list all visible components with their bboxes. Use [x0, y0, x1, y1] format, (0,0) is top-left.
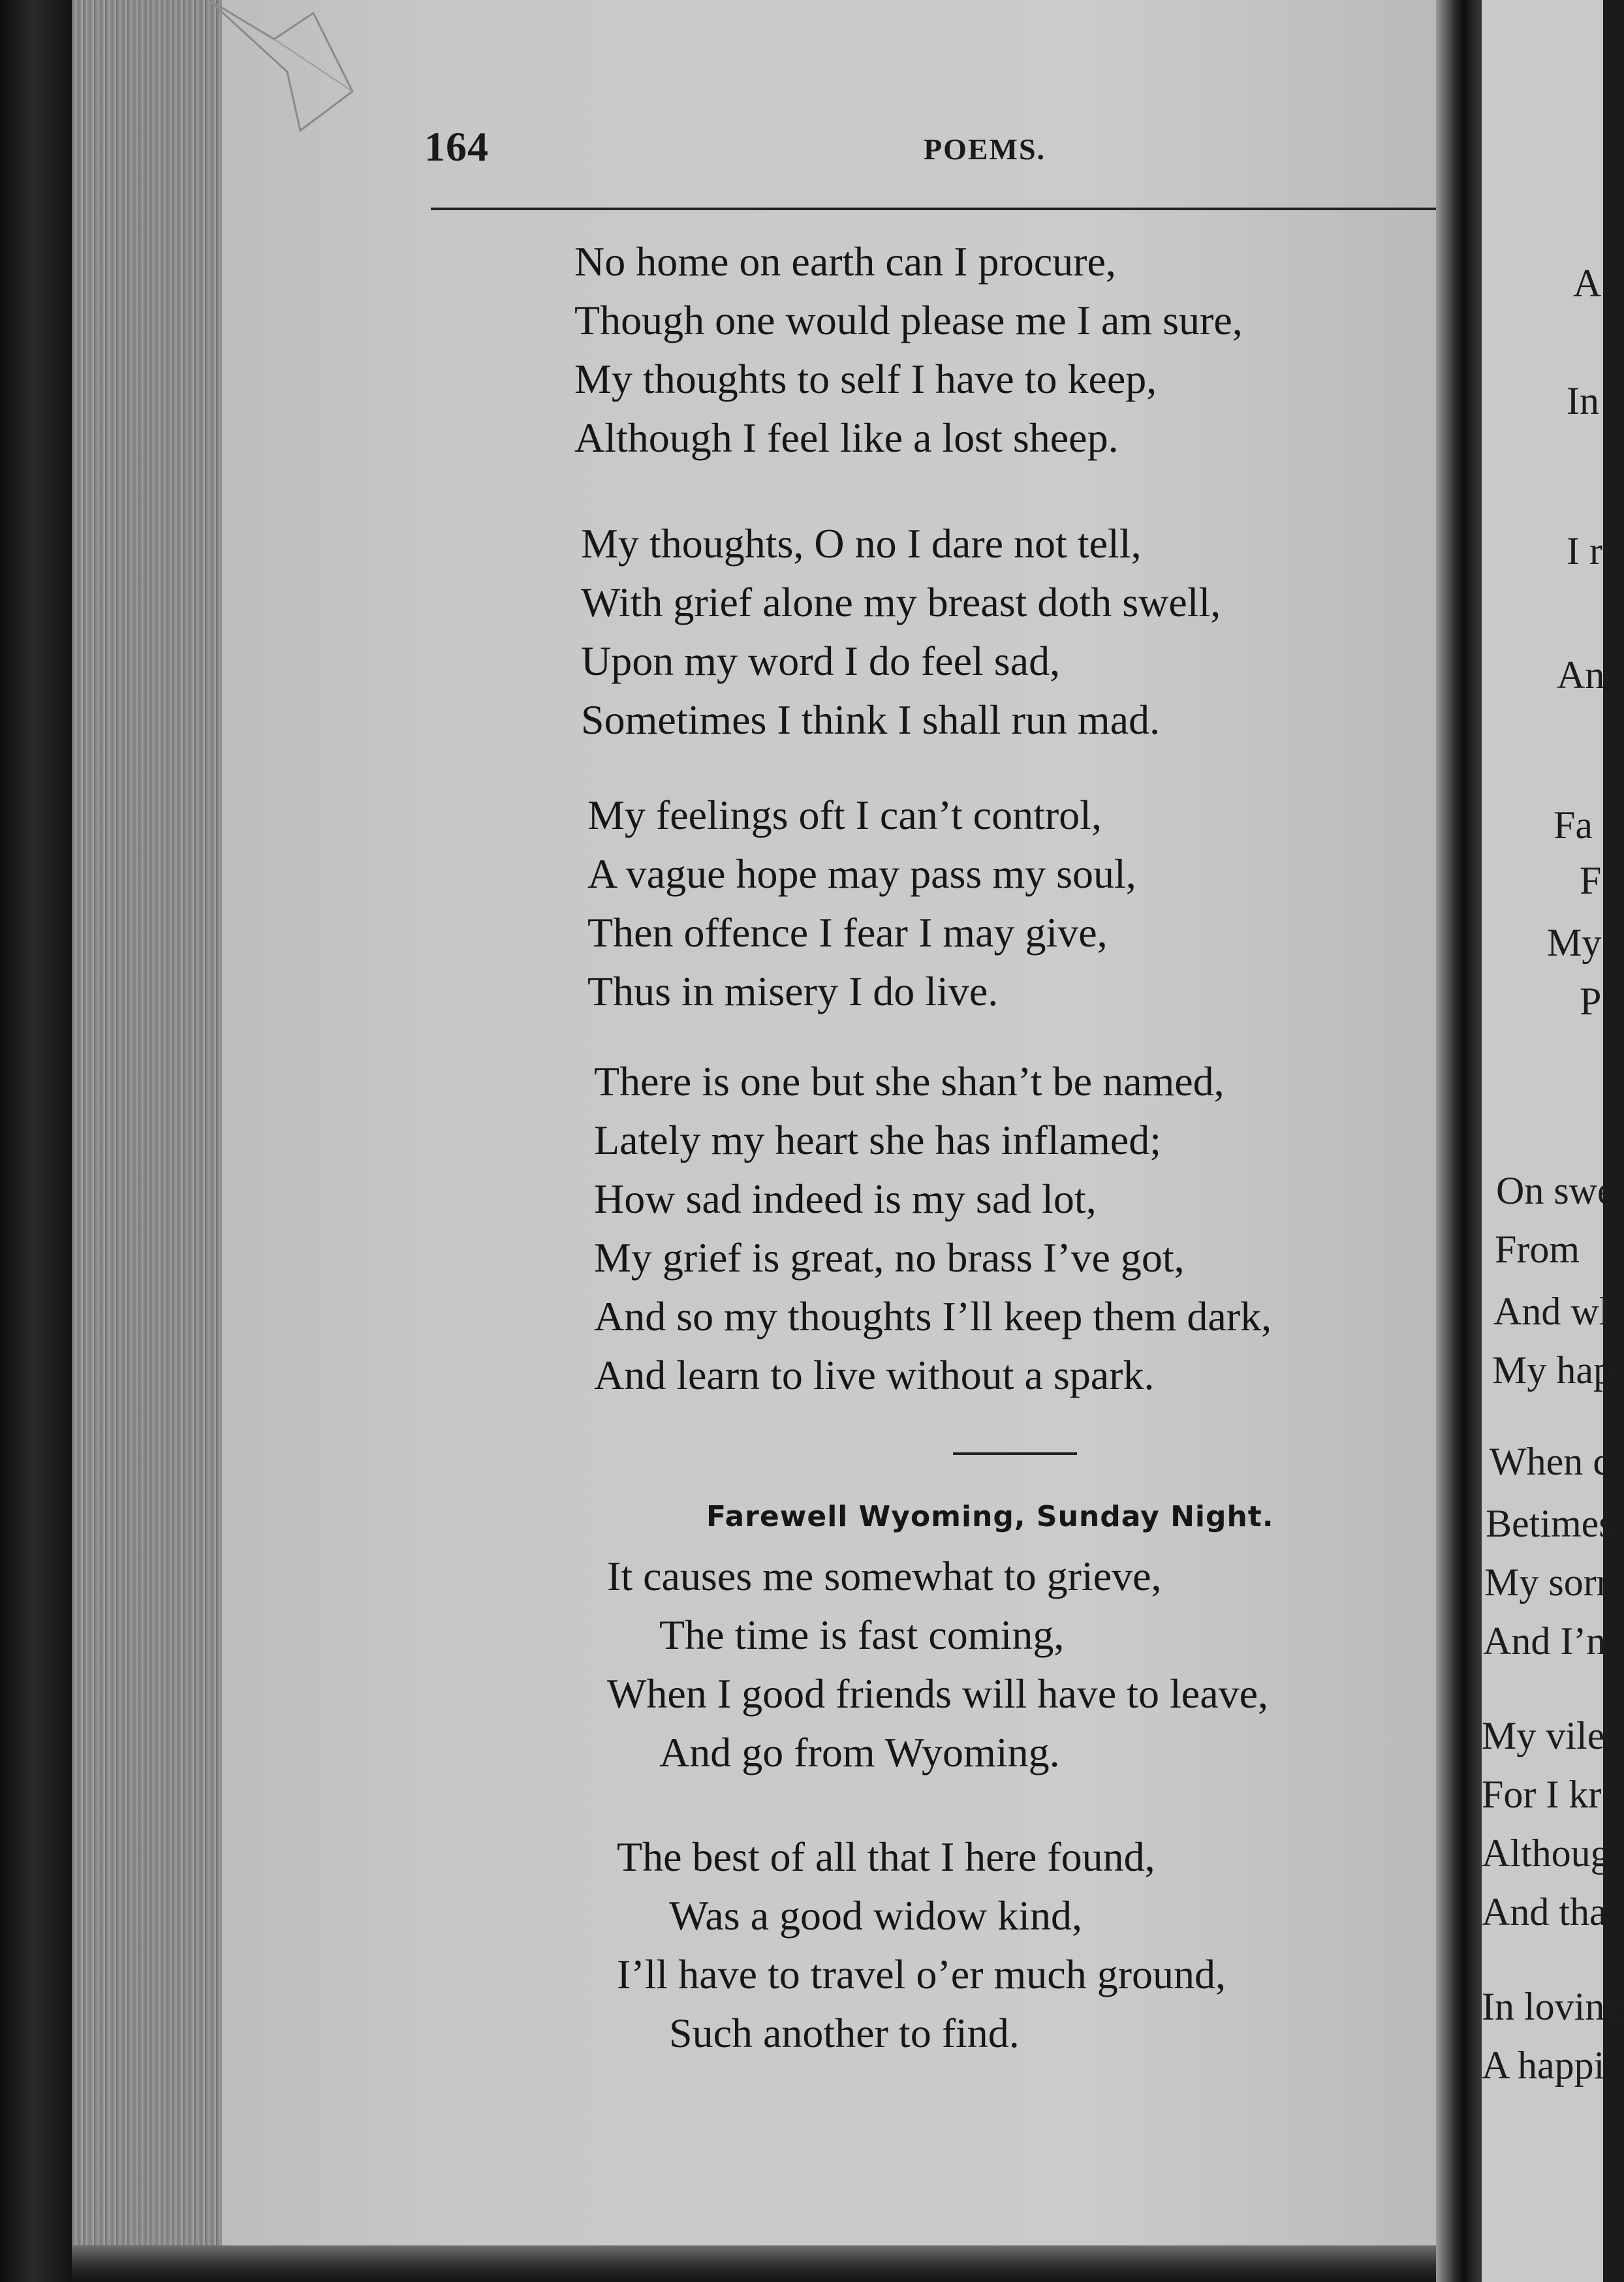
book-page-edges: [72, 0, 224, 2245]
facing-page-fragment: My sorr: [1484, 1561, 1610, 1604]
poem-line: Upon my word I do feel sad,: [581, 638, 1061, 684]
poem-line: And go from Wyoming.: [659, 1729, 1060, 1775]
facing-page-fragment: My: [1547, 921, 1602, 964]
facing-page-fragment: F: [1580, 859, 1602, 902]
poem-line: Although I feel like a lost sheep.: [574, 414, 1119, 461]
page-number: 164: [424, 123, 489, 170]
poem-line: Then offence I fear I may give,: [587, 909, 1108, 956]
poem-line: My feelings oft I can’t control,: [587, 792, 1102, 838]
scan-border-left: [0, 0, 72, 2282]
poem-line: How sad indeed is my sad lot,: [594, 1176, 1097, 1222]
page-corner-crease: [196, 0, 392, 163]
poem-line: There is one but she shan’t be named,: [594, 1058, 1225, 1104]
poem-line: With grief alone my breast doth swell,: [581, 579, 1221, 625]
poem-stanza: [594, 1052, 1272, 1405]
scan-border-bottom: [72, 2245, 1436, 2282]
facing-page-fragment: My vile: [1482, 1714, 1605, 1757]
header-rule: [431, 208, 1436, 210]
poem-line: My thoughts, O no I dare not tell,: [581, 520, 1142, 567]
section-divider: [953, 1452, 1077, 1455]
poem-line: Such another to find.: [669, 2010, 1020, 2056]
facing-page-fragment: And wl: [1493, 1290, 1610, 1333]
facing-page-fragment: In loving: [1482, 1985, 1624, 2028]
poem-line: My thoughts to self I have to keep,: [574, 356, 1157, 402]
facing-page-fragment: Fa: [1554, 804, 1593, 847]
poem-line: Thus in misery I do live.: [587, 968, 999, 1014]
facing-page-fragment: Betimes: [1486, 1502, 1614, 1545]
facing-page-fragment: An: [1557, 653, 1605, 696]
poem-title: Farewell Wyoming, Sunday Night.: [706, 1500, 1274, 1533]
facing-page: [1482, 0, 1624, 2282]
facing-page-fragment: And I’n: [1483, 1619, 1606, 1663]
poem-stanza: [574, 232, 1243, 467]
facing-page-fragment: I r: [1567, 529, 1602, 572]
poem-line: My grief is great, no brass I’ve got,: [594, 1234, 1185, 1281]
poem-line: No home on earth can I procure,: [574, 238, 1116, 285]
facing-page-fragment: In: [1567, 379, 1599, 422]
poem-stanza: [581, 514, 1221, 749]
poem-line: It causes me somewhat to grieve,: [607, 1553, 1162, 1599]
poem-line: Was a good widow kind,: [669, 1892, 1082, 1939]
poem-line: Sometimes I think I shall run mad.: [581, 696, 1160, 743]
facing-page-fragment: For I kr: [1482, 1773, 1602, 1816]
poem-line: The time is fast coming,: [659, 1612, 1065, 1658]
facing-page-fragment: And tha: [1482, 1890, 1607, 1933]
poem-line: The best of all that I here found,: [617, 1834, 1155, 1880]
poem-line: A vague hope may pass my soul,: [587, 851, 1136, 897]
poem-line: Lately my heart she has inflamed;: [594, 1117, 1162, 1163]
poem-line: And learn to live without a spark.: [594, 1352, 1155, 1398]
facing-page-fragment: P: [1580, 980, 1602, 1023]
facing-page-fragment: A: [1573, 262, 1602, 305]
facing-page-fragment: Althoug: [1482, 1832, 1610, 1875]
poem-line: Though one would please me I am sure,: [574, 297, 1243, 343]
facing-page-fragment: When c: [1490, 1440, 1610, 1483]
poem-stanza: [607, 1547, 1268, 1782]
poem-stanza: [617, 1828, 1226, 2063]
facing-page-fragment: From: [1495, 1228, 1580, 1271]
poem-stanza: [587, 786, 1136, 1021]
poem-line: When I good friends will have to leave,: [607, 1670, 1268, 1717]
facing-page-fragment: My hap: [1492, 1349, 1613, 1392]
poem-line: And so my thoughts I’ll keep them dark,: [594, 1293, 1272, 1339]
facing-page-fragment: On swe: [1496, 1169, 1615, 1212]
running-title: POEMS.: [924, 133, 1046, 166]
facing-page-fragment: A happi: [1482, 2044, 1605, 2087]
poem-line: I’ll have to travel o’er much ground,: [617, 1951, 1226, 1997]
book-gutter: [1436, 0, 1482, 2282]
